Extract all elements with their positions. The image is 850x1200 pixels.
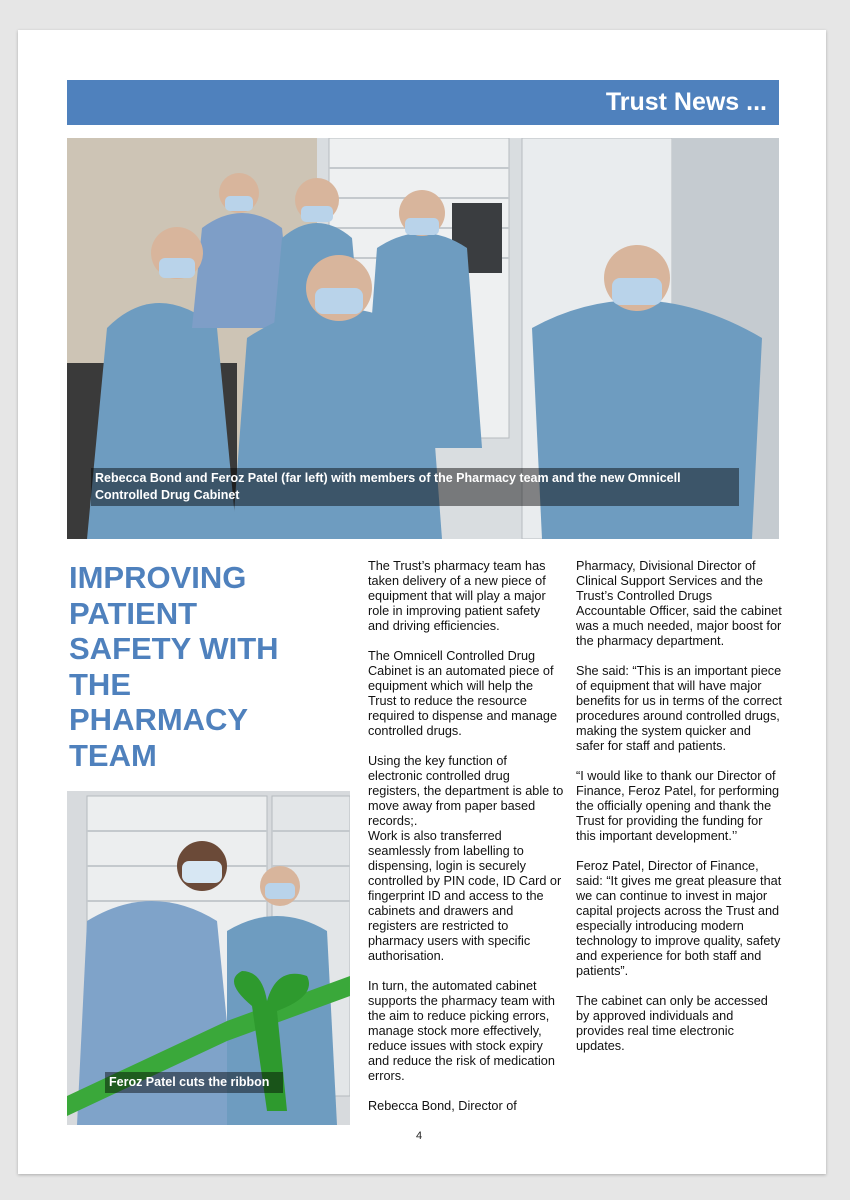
paragraph: She said: “This is an important piece of equipment that will have major benefits for us in terms of the correct procedures around controlled drugs, making the system quicker and safer for staff and patients. <box>576 664 782 753</box>
article-column-1 <box>368 559 564 1129</box>
paragraph: Work is also transferred seamlessly from labelling to dispensing, login is securely controlled by PIN code, ID Card or fingerprint ID and access to the cabinets and drawers and registers are restricted to pharmacy users with specific authorisation. <box>368 829 562 963</box>
paragraph: The cabinet can only be accessed by approved individuals and provides real time electronic updates. <box>576 994 768 1053</box>
article-column-2 <box>576 559 782 1069</box>
paragraph: Pharmacy, Divisional Director of Clinical Support Services and the Trust’s Controlled Drugs Accountable Officer, said the cabinet was a much needed, major boost for the pharmacy department. <box>576 559 782 648</box>
pharmacy-team-photo <box>67 138 779 539</box>
ribbon-cutting-photo <box>67 791 350 1125</box>
paragraph: In turn, the automated cabinet supports the pharmacy team with the aim to reduce picking errors, manage stock more effectively, reduce issues with stock expiry and reduce the risk of medication errors. <box>368 979 555 1083</box>
page-number: 4 <box>416 1130 423 1142</box>
paragraph: The Trust’s pharmacy team has taken delivery of a new piece of equipment that will play a major role in improving patient safety and driving efficiencies. <box>368 559 546 633</box>
paragraph: The Omnicell Controlled Drug Cabinet is an automated piece of equipment which will help the Trust to reduce the resource required to dispense and manage controlled drugs. <box>368 649 558 738</box>
newsletter-page <box>18 30 826 1174</box>
team-photo-caption: Rebecca Bond and Feroz Patel (far left) with members of the Pharmacy team and the new Omnicell Controlled Drug Cabinet <box>91 468 739 506</box>
article-headline: IMPROVING PATIENT SAFETY WITH THE PHARMACY TEAM <box>69 560 279 773</box>
ribbon-photo-caption: Feroz Patel cuts the ribbon <box>105 1072 283 1093</box>
paragraph: Using the key function of electronic controlled drug registers, the department is able to move away from paper based records;. <box>368 754 564 828</box>
paragraph: Feroz Patel, Director of Finance, said: “It gives me great pleasure that we can continue to invest in major capital projects across the Trust and especially introducing modern technology to improve quality, safety and experience for both staff and patients”. <box>576 859 782 978</box>
paragraph: “I would like to thank our Director of Finance, Feroz Patel, for performing the officially opening and thank the Trust for providing the funding for this important development.’’ <box>576 769 780 843</box>
trust-news-banner: Trust News ... <box>67 80 779 125</box>
paragraph: Rebecca Bond, Director of <box>368 1099 517 1113</box>
